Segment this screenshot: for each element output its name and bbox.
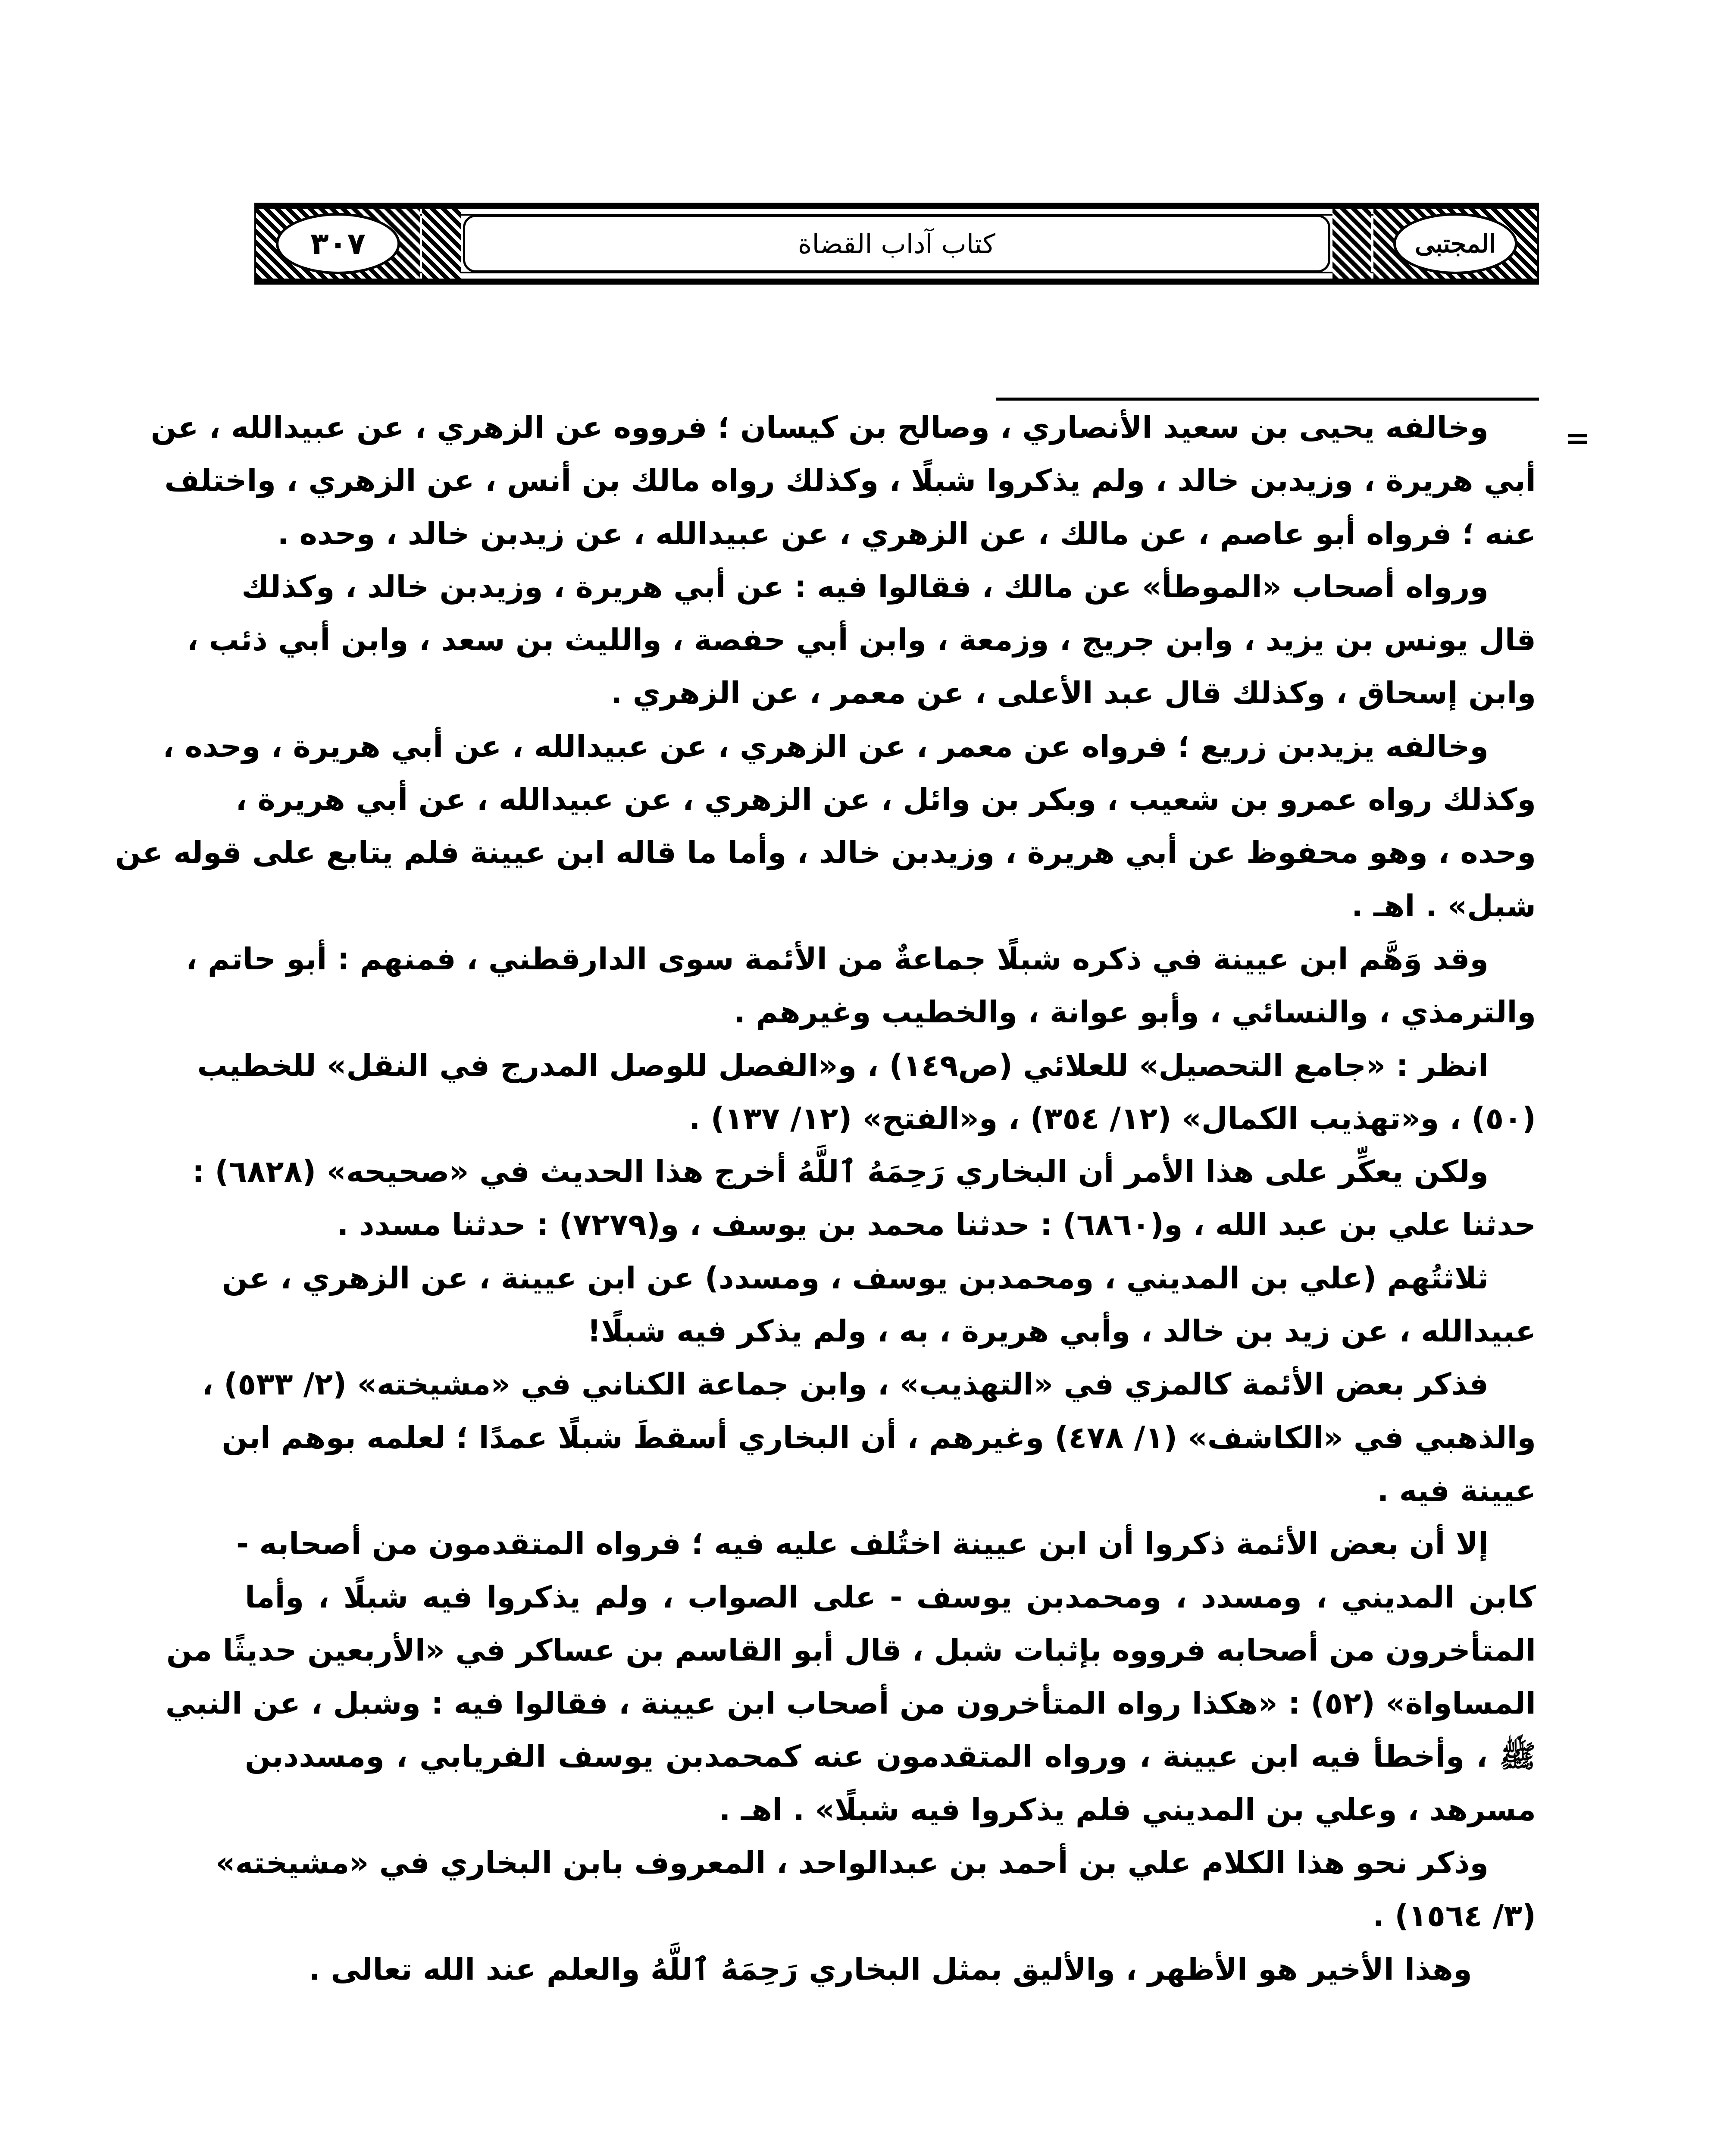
text-line: وابن إسحاق ، وكذلك قال عبد الأعلى ، عن معمر ، عن الزهري . — [610, 675, 1536, 711]
text-line: والترمذي ، والنسائي ، وأبو عوانة ، والخطيب وغيرهم . — [734, 994, 1536, 1030]
text-line: عيينة فيه . — [1377, 1473, 1536, 1508]
ornament-strip — [422, 209, 461, 279]
text-line: أبي هريرة ، وزيدبن خالد ، ولم يذكروا شبلًا ، وكذلك رواه مالك بن أنس ، عن الزهري ، واختلف — [164, 463, 1536, 498]
footnote-body — [115, 401, 1536, 1996]
ornament-strip — [1332, 209, 1371, 279]
text-line: والذهبي في «الكاشف» (١/ ٤٧٨) وغيرهم ، أن البخاري أسقطَ شبلًا عمدًا ؛ لعلمه بوهم ابن — [222, 1420, 1536, 1455]
footnote-separator — [996, 398, 1539, 401]
text-line: كابن المديني ، ومسدد ، ومحمدبن يوسف - على الصواب ، ولم يذكروا فيه شبلًا ، وأما — [245, 1579, 1536, 1615]
text-line: وخالفه يحيى بن سعيد الأنصاري ، وصالح بن كيسان ؛ فرووه عن الزهري ، عن عبيدالله ، عن — [150, 410, 1489, 445]
text-line: ثلاثتُهم (علي بن المديني ، ومحمدبن يوسف ، ومسدد) عن ابن عيينة ، عن الزهري ، عن — [222, 1260, 1489, 1296]
title-panel — [463, 215, 1330, 273]
page-number-ornament — [256, 209, 420, 279]
text-line: إلا أن بعض الأئمة ذكروا أن ابن عيينة اختُلف عليه فيه ؛ فرواه المتقدمون من أصحابه - — [236, 1526, 1489, 1562]
text-line: مسرهد ، وعلي بن المديني فلم يذكروا فيه شبلًا» . اهـ . — [719, 1792, 1536, 1827]
text-line: فذكر بعض الأئمة كالمزي في «التهذيب» ، وابن جماعة الكناني في «مشيخته» (٢/ ٥٣٣) ، — [202, 1366, 1489, 1402]
text-line: انظر : «جامع التحصيل» للعلائي (ص١٤٩) ، و«الفصل للوصل المدرج في النقل» للخطيب — [197, 1047, 1489, 1083]
text-line: ﷺ ، وأخطأ فيه ابن عيينة ، ورواه المتقدمون عنه كمحمدبن يوسف الفريابي ، ومسددبن — [245, 1739, 1536, 1774]
footnote-area — [0, 401, 1714, 1996]
text-line: المساواة» (٥٢) : «هكذا رواه المتأخرون من أصحاب ابن عيينة ، فقالوا فيه : وشبل ، عن النبي — [165, 1686, 1536, 1721]
text-line: ولكن يعكِّر على هذا الأمر أن البخاري رَحِمَهُ ٱللَّهُ أخرج هذا الحديث في «صحيحه» (٦٨٢٨) : — [192, 1154, 1489, 1190]
text-line: قال يونس بن يزيد ، وابن جريج ، وزمعة ، وابن أبي حفصة ، والليث بن سعد ، وابن أبي ذئب ، — [187, 622, 1536, 658]
text-line: المتأخرون من أصحابه فرووه بإثبات شبل ، قال أبو القاسم بن عساكر في «الأربعين حديثًا من — [166, 1632, 1536, 1668]
book-title: كتاب آداب القضاة — [798, 228, 995, 260]
text-line: عنه ؛ فرواه أبو عاصم ، عن مالك ، عن الزهري ، عن عبيدالله ، عن زيدبن خالد ، وحده . — [277, 516, 1536, 552]
text-line: وكذلك رواه عمرو بن شعيب ، وبكر بن وائل ، عن الزهري ، عن عبيدالله ، عن أبي هريرة ، — [235, 782, 1536, 818]
series-logo: المجتبى — [1414, 229, 1496, 258]
text-line: وهذا الأخير هو الأظهر ، والأليق بمثل البخاري رَحِمَهُ ٱللَّهُ والعلم عند الله تعالى . — [309, 1951, 1472, 1987]
text-line: وذكر نحو هذا الكلام علي بن أحمد بن عبدالواحد ، المعروف بابن البخاري في «مشيخته» — [216, 1845, 1489, 1881]
footnote-separator-row — [0, 398, 1714, 401]
text-line: (٣/ ١٥٦٤) . — [1373, 1898, 1536, 1934]
logo-ornament — [1373, 209, 1537, 279]
text-line: (٥٠) ، و«تهذيب الكمال» (١٢/ ٣٥٤) ، و«الفتح» (١٢/ ١٣٧) . — [688, 1100, 1536, 1136]
text-line: وقد وَهَّم ابن عيينة في ذكره شبلًا جماعةٌ من الأئمة سوى الدارقطني ، فمنهم : أبو حاتم ، — [185, 941, 1489, 977]
text-line: شبل» . اهـ . — [1351, 888, 1536, 924]
text-line: ورواه أصحاب «الموطأ» عن مالك ، فقالوا فيه : عن أبي هريرة ، وزيدبن خالد ، وكذلك — [241, 569, 1489, 605]
text-line: عبيدالله ، عن زيد بن خالد ، وأبي هريرة ، به ، ولم يذكر فيه شبلًا! — [587, 1313, 1536, 1349]
continuation-mark: = — [1565, 420, 1590, 456]
page-number: ٣٠٧ — [310, 226, 366, 261]
text-line: وحده ، وهو محفوظ عن أبي هريرة ، وزيدبن خالد ، وأما ما قاله ابن عيينة فلم يتابع على قوله عن — [115, 835, 1536, 871]
text-line: وخالفه يزيدبن زريع ؛ فرواه عن معمر ، عن الزهري ، عن عبيدالله ، عن أبي هريرة ، وحده ، — [163, 728, 1489, 764]
text-line: حدثنا علي بن عبد الله ، و(٦٨٦٠) : حدثنا محمد بن يوسف ، و(٧٢٧٩) : حدثنا مسدد . — [337, 1207, 1536, 1243]
page-header — [254, 203, 1539, 285]
